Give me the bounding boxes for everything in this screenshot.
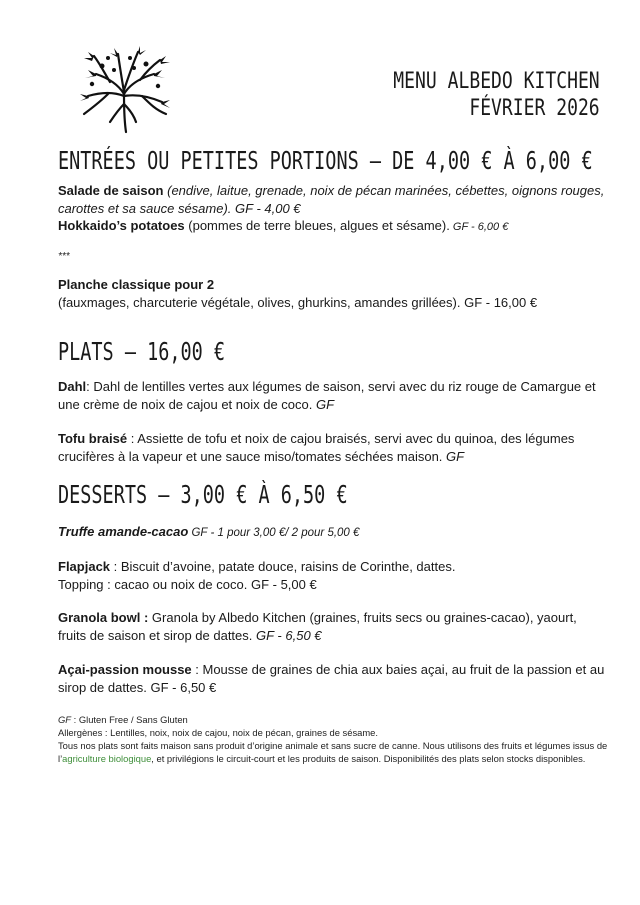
flapjack-desc: : Biscuit d’avoine, patate douce, raisins de Corinthe, dattes. — [110, 559, 456, 574]
footer-gf-abbr: GF — [58, 714, 72, 725]
footer-note — [58, 739, 608, 765]
salade-name: Salade de saison — [58, 183, 164, 198]
menu-title — [394, 68, 600, 122]
tofu-item — [58, 430, 606, 466]
granola-name: Granola bowl : — [58, 610, 149, 625]
menu-title-line2: FÉVRIER 2026 — [469, 96, 600, 121]
tofu-tag: GF — [446, 449, 465, 464]
flapjack-name: Flapjack — [58, 559, 111, 574]
dahl-desc: : Dahl de lentilles vertes aux légumes de saison, servi avec du riz rouge de Camargue et une crème de noix de cajou et noix de coco. — [58, 379, 596, 412]
granola-item — [58, 609, 606, 645]
hokkaido-desc: (pommes de terre bleues, algues et sésame). — [184, 218, 450, 233]
footer-allergens: Allergènes : Lentilles, noix, noix de cajou, noix de pécan, graines de sésame. — [58, 727, 378, 738]
organic-farming-link[interactable]: agriculture biologique — [62, 753, 152, 764]
truffe-name: Truffe amande-cacao — [58, 524, 189, 539]
granola-price: GF - 6,50 € — [256, 628, 322, 643]
dahl-name: Dahl — [58, 379, 87, 394]
footer-note-a: Tous nos plats sont faits maison sans produit d’origine animale et sans sucre de canne. Nous utilisons des fruits et légumes issus de l’ — [58, 740, 608, 764]
dahl-item — [58, 378, 606, 414]
hokkaido-item — [58, 217, 606, 236]
flapjack-topping: Topping : cacao ou noix de coco. GF - 5,00 € — [58, 577, 317, 592]
tofu-desc: : Assiette de tofu et noix de cajou braisés, servi avec du quinoa, des légumes crucifères à la vapeur et une sauce miso/tomates séchées maison. — [58, 431, 575, 464]
plats-heading: PLATS – 16,00 € — [58, 337, 226, 366]
seaweed-tree-logo — [74, 44, 174, 134]
planche-item — [58, 276, 606, 312]
desserts-heading: DESSERTS – 3,00 € À 6,50 € — [58, 480, 348, 509]
hokkaido-price: GF - 6,00 € — [449, 221, 509, 233]
entrees-heading: ENTRÉES OU PETITES PORTIONS – DE 4,00 € À 6,00 € — [58, 146, 593, 175]
hokkaido-name: Hokkaido’s potatoes — [58, 218, 185, 233]
footer-gf — [58, 713, 608, 726]
flapjack-item — [58, 558, 606, 594]
tofu-name: Tofu braisé — [58, 431, 128, 446]
acai-desc: : Mousse de graines de chia aux baies açai, au fruit de la passion et au sirop de dattes. GF - 6,50 € — [58, 662, 605, 695]
salade-desc: (endive, laitue, grenade, noix de pécan marinées, cébettes, oignons rouges, carottes et sa sauce sésame). GF - 4,00 € — [58, 183, 605, 216]
salade-item — [58, 182, 606, 218]
separator: *** — [58, 251, 70, 262]
truffe-item — [58, 523, 606, 542]
planche-name: Planche classique pour 2 — [58, 277, 215, 292]
footer-note-b: , et privilégions le circuit-court et les produits de saison. Disponibilités des plats selon stocks disponibles. — [151, 753, 586, 764]
footer-gf-def: : Gluten Free / Sans Gluten — [71, 714, 188, 725]
planche-desc: (fauxmages, charcuterie végétale, olives, ghurkins, amandes grillées). GF - 16,00 € — [58, 295, 538, 310]
menu-title-line1: MENU ALBEDO KITCHEN — [393, 69, 600, 94]
acai-name: Açai-passion mousse — [58, 662, 192, 677]
dahl-tag: GF — [316, 397, 335, 412]
granola-desc: Granola by Albedo Kitchen (graines, fruits secs ou graines-cacao), yaourt, fruits de saison et sirop de dattes. — [58, 610, 577, 643]
acai-item — [58, 661, 606, 697]
truffe-desc: GF - 1 pour 3,00 €/ 2 pour 5,00 € — [188, 527, 360, 539]
